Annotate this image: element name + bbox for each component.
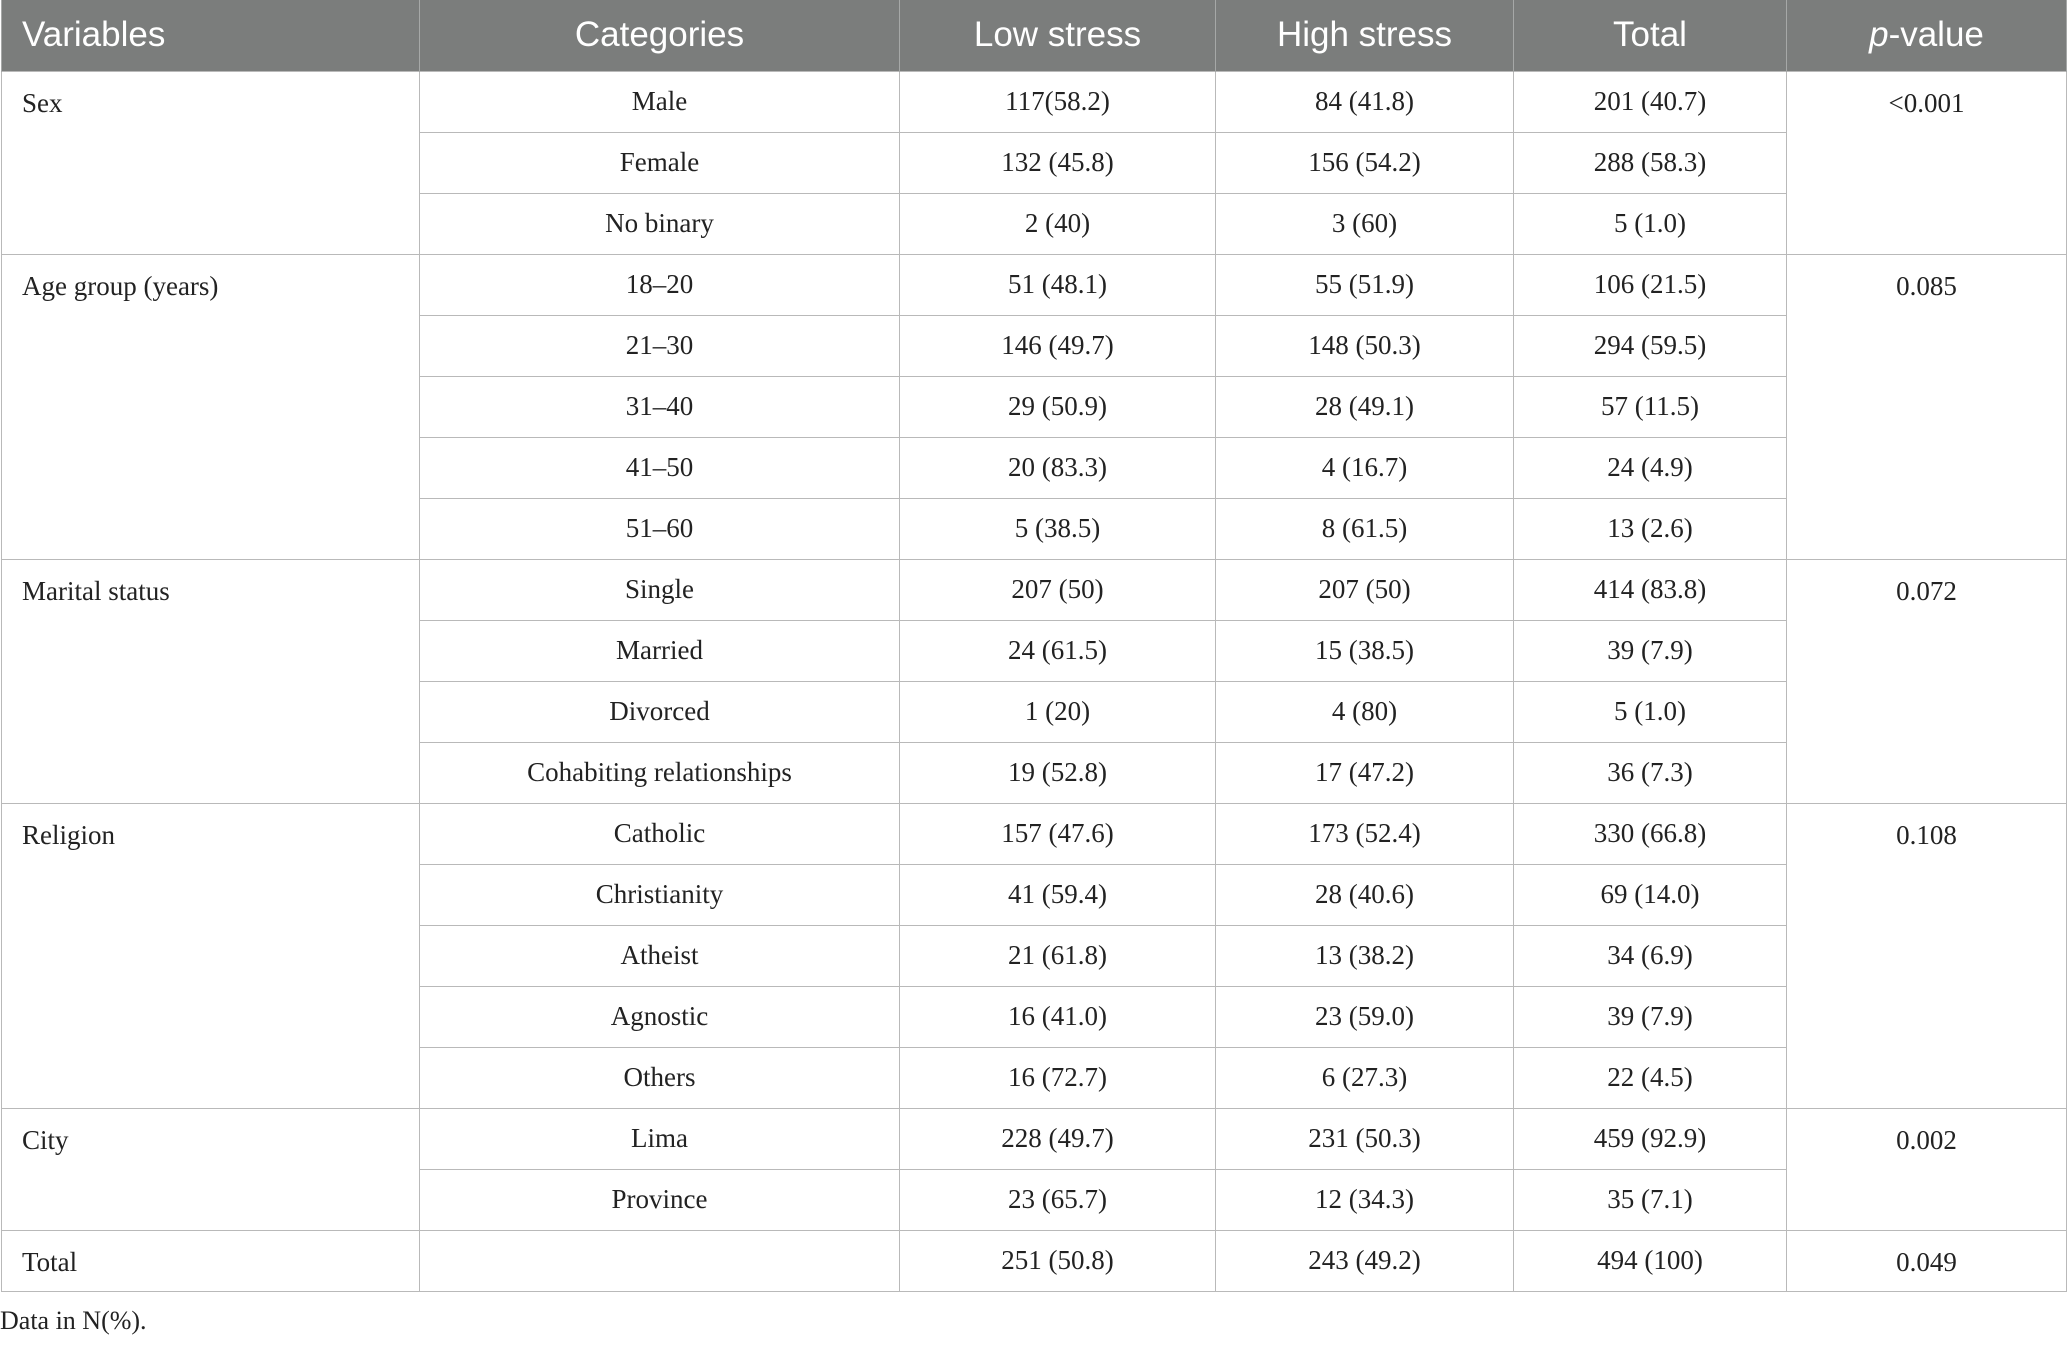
low-stress-cell: 24 (61.5) xyxy=(900,620,1216,681)
high-stress-cell: 173 (52.4) xyxy=(1216,803,1514,864)
variable-cell: Religion xyxy=(2,803,420,1108)
high-stress-cell: 28 (40.6) xyxy=(1216,864,1514,925)
header-high-stress: High stress xyxy=(1216,0,1514,71)
variable-cell: Marital status xyxy=(2,559,420,803)
total-cell: 294 (59.5) xyxy=(1514,315,1787,376)
total-cell: 35 (7.1) xyxy=(1514,1169,1787,1230)
category-cell: Atheist xyxy=(420,925,900,986)
low-stress-cell: 132 (45.8) xyxy=(900,132,1216,193)
low-stress-cell: 1 (20) xyxy=(900,681,1216,742)
low-stress-cell: 21 (61.8) xyxy=(900,925,1216,986)
p-value-cell: 0.049 xyxy=(1787,1230,2067,1291)
category-cell: Province xyxy=(420,1169,900,1230)
header-row xyxy=(2,0,2067,71)
header-p-rest: -value xyxy=(1888,15,1984,55)
header-low-stress: Low stress xyxy=(900,0,1216,71)
low-stress-cell: 117(58.2) xyxy=(900,71,1216,132)
low-stress-cell: 29 (50.9) xyxy=(900,376,1216,437)
p-value-cell: 0.002 xyxy=(1787,1108,2067,1230)
low-stress-cell: 20 (83.3) xyxy=(900,437,1216,498)
high-stress-cell: 148 (50.3) xyxy=(1216,315,1514,376)
category-cell: Single xyxy=(420,559,900,620)
low-stress-cell: 51 (48.1) xyxy=(900,254,1216,315)
table-row xyxy=(2,254,2067,315)
category-cell: 51–60 xyxy=(420,498,900,559)
total-cell: 494 (100) xyxy=(1514,1230,1787,1291)
variable-cell: Sex xyxy=(2,71,420,254)
high-stress-cell: 8 (61.5) xyxy=(1216,498,1514,559)
high-stress-cell: 243 (49.2) xyxy=(1216,1230,1514,1291)
high-stress-cell: 4 (80) xyxy=(1216,681,1514,742)
high-stress-cell: 15 (38.5) xyxy=(1216,620,1514,681)
category-cell: Cohabiting relationships xyxy=(420,742,900,803)
category-cell: Christianity xyxy=(420,864,900,925)
total-cell: 34 (6.9) xyxy=(1514,925,1787,986)
low-stress-cell: 157 (47.6) xyxy=(900,803,1216,864)
header-categories: Categories xyxy=(420,0,900,71)
total-cell: 13 (2.6) xyxy=(1514,498,1787,559)
category-cell: Female xyxy=(420,132,900,193)
stress-table xyxy=(1,0,2067,1292)
category-cell: Catholic xyxy=(420,803,900,864)
table-row xyxy=(2,803,2067,864)
low-stress-cell: 23 (65.7) xyxy=(900,1169,1216,1230)
category-cell xyxy=(420,1230,900,1291)
table-row xyxy=(2,1230,2067,1291)
category-cell: Married xyxy=(420,620,900,681)
table-body xyxy=(2,71,2067,1291)
high-stress-cell: 23 (59.0) xyxy=(1216,986,1514,1047)
category-cell: 41–50 xyxy=(420,437,900,498)
variable-cell: Age group (years) xyxy=(2,254,420,559)
total-cell: 69 (14.0) xyxy=(1514,864,1787,925)
category-cell: 18–20 xyxy=(420,254,900,315)
total-cell: 36 (7.3) xyxy=(1514,742,1787,803)
total-cell: 5 (1.0) xyxy=(1514,193,1787,254)
low-stress-cell: 251 (50.8) xyxy=(900,1230,1216,1291)
total-cell: 201 (40.7) xyxy=(1514,71,1787,132)
header-total: Total xyxy=(1514,0,1787,71)
low-stress-cell: 41 (59.4) xyxy=(900,864,1216,925)
high-stress-cell: 28 (49.1) xyxy=(1216,376,1514,437)
p-value-cell: 0.108 xyxy=(1787,803,2067,1108)
total-cell: 57 (11.5) xyxy=(1514,376,1787,437)
total-cell: 288 (58.3) xyxy=(1514,132,1787,193)
total-cell: 5 (1.0) xyxy=(1514,681,1787,742)
low-stress-cell: 16 (41.0) xyxy=(900,986,1216,1047)
category-cell: 21–30 xyxy=(420,315,900,376)
high-stress-cell: 6 (27.3) xyxy=(1216,1047,1514,1108)
high-stress-cell: 4 (16.7) xyxy=(1216,437,1514,498)
low-stress-cell: 5 (38.5) xyxy=(900,498,1216,559)
category-cell: No binary xyxy=(420,193,900,254)
low-stress-cell: 207 (50) xyxy=(900,559,1216,620)
low-stress-cell: 19 (52.8) xyxy=(900,742,1216,803)
header-p-italic: p xyxy=(1869,15,1889,55)
high-stress-cell: 13 (38.2) xyxy=(1216,925,1514,986)
category-cell: Agnostic xyxy=(420,986,900,1047)
table-header xyxy=(2,0,2067,71)
low-stress-cell: 16 (72.7) xyxy=(900,1047,1216,1108)
category-cell: Lima xyxy=(420,1108,900,1169)
high-stress-cell: 231 (50.3) xyxy=(1216,1108,1514,1169)
category-cell: Male xyxy=(420,71,900,132)
total-cell: 24 (4.9) xyxy=(1514,437,1787,498)
variable-cell: Total xyxy=(2,1230,420,1291)
p-value-cell: 0.085 xyxy=(1787,254,2067,559)
high-stress-cell: 84 (41.8) xyxy=(1216,71,1514,132)
category-cell: Divorced xyxy=(420,681,900,742)
header-p-value xyxy=(1787,0,2067,71)
high-stress-cell: 3 (60) xyxy=(1216,193,1514,254)
p-value-cell: 0.072 xyxy=(1787,559,2067,803)
high-stress-cell: 55 (51.9) xyxy=(1216,254,1514,315)
total-cell: 414 (83.8) xyxy=(1514,559,1787,620)
total-cell: 39 (7.9) xyxy=(1514,620,1787,681)
high-stress-cell: 12 (34.3) xyxy=(1216,1169,1514,1230)
low-stress-cell: 228 (49.7) xyxy=(900,1108,1216,1169)
high-stress-cell: 17 (47.2) xyxy=(1216,742,1514,803)
total-cell: 106 (21.5) xyxy=(1514,254,1787,315)
table-row xyxy=(2,559,2067,620)
low-stress-cell: 2 (40) xyxy=(900,193,1216,254)
total-cell: 39 (7.9) xyxy=(1514,986,1787,1047)
variable-cell: City xyxy=(2,1108,420,1230)
low-stress-cell: 146 (49.7) xyxy=(900,315,1216,376)
high-stress-cell: 207 (50) xyxy=(1216,559,1514,620)
table-row xyxy=(2,1108,2067,1169)
p-value-cell: <0.001 xyxy=(1787,71,2067,254)
total-cell: 22 (4.5) xyxy=(1514,1047,1787,1108)
header-variables: Variables xyxy=(2,0,420,71)
total-cell: 330 (66.8) xyxy=(1514,803,1787,864)
table-footnote: Data in N(%). xyxy=(0,1305,147,1335)
high-stress-cell: 156 (54.2) xyxy=(1216,132,1514,193)
category-cell: Others xyxy=(420,1047,900,1108)
table-row xyxy=(2,71,2067,132)
total-cell: 459 (92.9) xyxy=(1514,1108,1787,1169)
category-cell: 31–40 xyxy=(420,376,900,437)
